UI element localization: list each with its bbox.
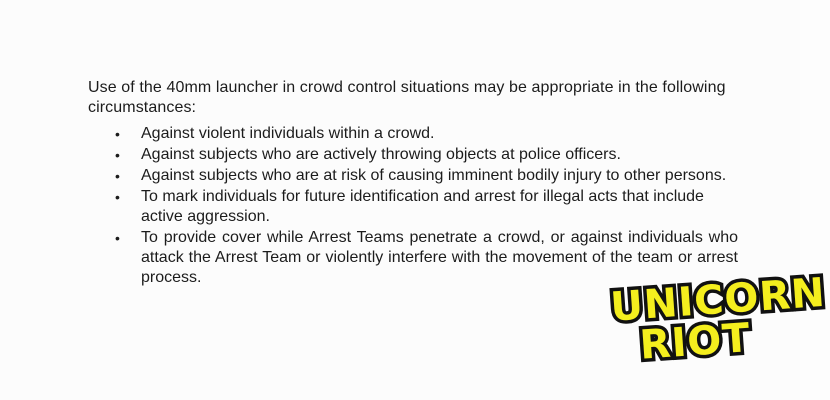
list-item (88, 124, 738, 144)
watermark-line-2: RIOT (638, 315, 753, 369)
bullet-icon: • (115, 126, 120, 142)
list-item (88, 145, 738, 165)
intro-paragraph: Use of the 40mm launcher in crowd control situations may be appropriate in the following circumstances: (88, 79, 726, 116)
list-item (88, 187, 738, 227)
bullet-icon: • (115, 230, 120, 246)
list-item-text: Against subjects who are actively throwing objects at police officers. (141, 146, 621, 163)
list-item (88, 166, 738, 186)
list-item-text: Against violent individuals within a crowd. (141, 125, 435, 142)
list-item-text: Against subjects who are at risk of causing imminent bodily injury to other persons. (141, 167, 727, 184)
bullet-icon: • (115, 147, 120, 163)
list-item (88, 228, 738, 288)
watermark-line-1: UNICORN (608, 269, 828, 331)
bullet-icon: • (115, 168, 120, 184)
bullet-icon: • (115, 189, 120, 205)
unicorn-riot-watermark-logo (608, 269, 828, 372)
circumstances-list (88, 124, 738, 289)
list-item-text: To provide cover while Arrest Teams penetrate a crowd, or against individuals who attack the Arrest Team or violently interfere with the movement of the team or arrest process. (141, 229, 738, 286)
list-item-text: To mark individuals for future identification and arrest for illegal acts that include active aggression. (141, 188, 704, 225)
